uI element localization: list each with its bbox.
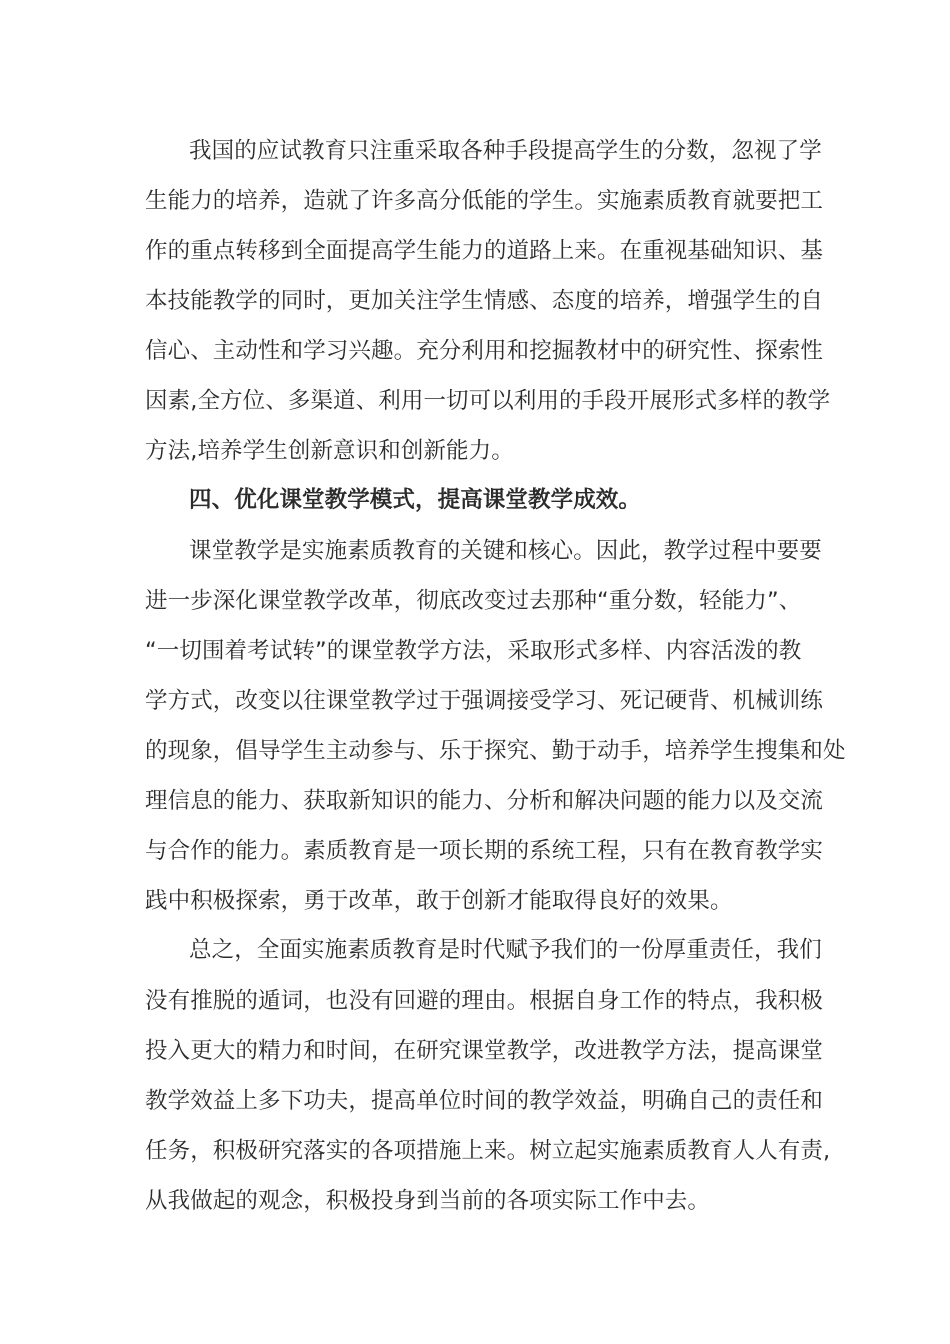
paragraph-line: 信心、主动性和学习兴趣。充分利用和挖掘教材中的研究性、探索性 bbox=[145, 338, 824, 364]
paragraph-line: 作的重点转移到全面提高学生能力的道路上来。在重视基础知识、基 bbox=[145, 238, 824, 264]
paragraph-line: 理信息的能力、获取新知识的能力、分析和解决问题的能力以及交流 bbox=[145, 788, 824, 814]
paragraph-line: 没有推脱的遁词，也没有回避的理由。根据自身工作的特点，我积极 bbox=[145, 988, 824, 1014]
paragraph-line: 践中积极探索，勇于改革，敢于创新才能取得良好的效果。 bbox=[145, 888, 733, 914]
paragraph-line: 的现象，倡导学生主动参与、乐于探究、勤于动手，培养学生搜集和处 bbox=[145, 738, 846, 764]
paragraph-line: 课堂教学是实施素质教育的关键和核心。因此，教学过程中要要 bbox=[189, 538, 822, 564]
paragraph-line: 教学效益上多下功夫，提高单位时间的教学效益，明确自己的责任和 bbox=[145, 1088, 824, 1114]
section-heading: 四、优化课堂教学模式，提高课堂教学成效。 bbox=[189, 487, 642, 513]
paragraph-line: 投入更大的精力和时间，在研究课堂教学，改进教学方法，提高课堂 bbox=[145, 1038, 824, 1064]
paragraph-line: 与合作的能力。素质教育是一项长期的系统工程，只有在教育教学实 bbox=[145, 838, 824, 864]
paragraph-line: 从我做起的观念，积极投身到当前的各项实际工作中去。 bbox=[145, 1188, 711, 1214]
paragraph-line: 因素,全方位、多渠道、利用一切可以利用的手段开展形式多样的教学 bbox=[145, 388, 831, 414]
paragraph-line: 任务，积极研究落实的各项措施上来。树立起实施素质教育人人有责, bbox=[145, 1138, 831, 1164]
paragraph-line: 学方式，改变以往课堂教学过于强调接受学习、死记硬背、机械训练 bbox=[145, 688, 824, 714]
paragraph-line: 我国的应试教育只注重采取各种手段提高学生的分数，忽视了学 bbox=[189, 138, 822, 164]
paragraph-line: 生能力的培养，造就了许多高分低能的学生。实施素质教育就要把工 bbox=[145, 188, 824, 214]
paragraph-line: 本技能教学的同时，更加关注学生情感、态度的培养，增强学生的自 bbox=[145, 288, 824, 314]
paragraph-line: 方法,培养学生创新意识和创新能力。 bbox=[145, 438, 514, 464]
paragraph-line: 进一步深化课堂教学改革，彻底改变过去那种“重分数，轻能力”、 bbox=[145, 588, 802, 614]
paragraph-line: 总之，全面实施素质教育是时代赋予我们的一份厚重责任，我们 bbox=[189, 937, 822, 963]
paragraph-line: “一切围着考试转”的课堂教学方法，采取形式多样、内容活泼的教 bbox=[145, 638, 802, 664]
